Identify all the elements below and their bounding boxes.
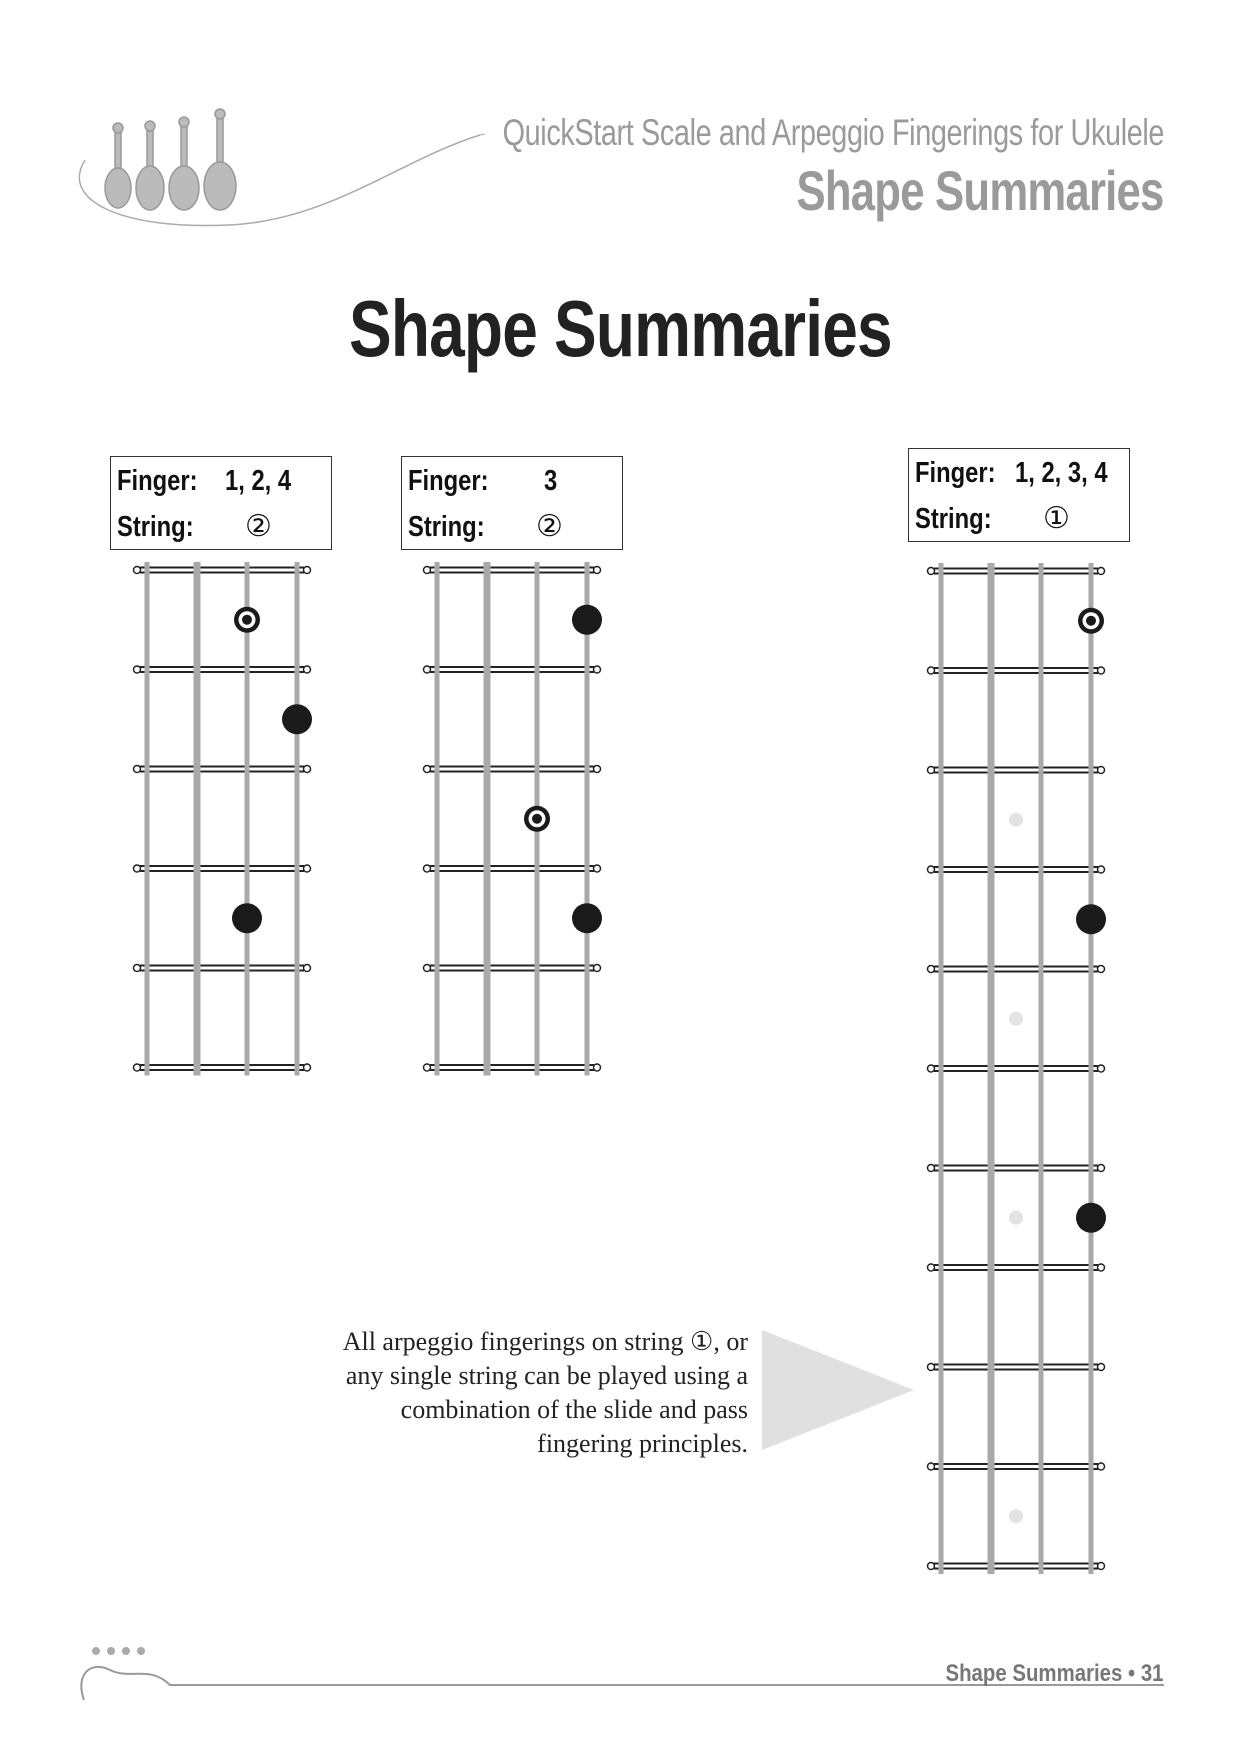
- note-line: All arpeggio fingerings on string ①, or: [342, 1327, 748, 1356]
- finger-label: Finger:: [117, 465, 198, 497]
- root-note-center: [1086, 616, 1096, 626]
- fret-end: [1098, 966, 1105, 973]
- string-value: ①: [1043, 501, 1070, 536]
- fret-end: [1098, 767, 1105, 774]
- fret-end: [304, 965, 311, 972]
- fret-end: [134, 965, 141, 972]
- header-section-title: Shape Summaries: [796, 159, 1164, 222]
- finger-label: Finger:: [408, 465, 489, 497]
- fret-end: [1098, 667, 1105, 674]
- page-title: Shape Summaries: [348, 284, 892, 373]
- fret-end: [928, 1264, 935, 1271]
- fret-end: [1098, 1065, 1105, 1072]
- root-note-dot: [234, 607, 260, 633]
- fret-end: [928, 1563, 935, 1570]
- note-dot: [572, 605, 602, 635]
- fret-end: [304, 865, 311, 872]
- fret-end: [424, 567, 431, 574]
- fret-end: [134, 865, 141, 872]
- fret-end: [1098, 866, 1105, 873]
- fret-inlay-marker: [1009, 813, 1023, 827]
- root-note-dot: [524, 806, 550, 832]
- fret-end: [928, 1065, 935, 1072]
- root-note-center: [242, 615, 252, 625]
- note-dot: [282, 704, 312, 734]
- fret-end: [134, 1064, 141, 1071]
- fret-end: [1098, 1364, 1105, 1371]
- fret-end: [1098, 568, 1105, 575]
- root-note-ring: [1083, 612, 1100, 629]
- string-value: ②: [245, 509, 272, 544]
- string-label: String:: [915, 503, 992, 535]
- fret-inlay-marker: [1009, 1211, 1023, 1225]
- fret-end: [928, 1364, 935, 1371]
- string-label: String:: [408, 511, 485, 543]
- fret-end: [1098, 1563, 1105, 1570]
- fret-end: [424, 965, 431, 972]
- fret-inlay-marker: [1009, 1012, 1023, 1026]
- fret-end: [304, 567, 311, 574]
- finger-value: 1, 2, 4: [225, 465, 292, 497]
- note-dot: [232, 903, 262, 933]
- header-series-title: QuickStart Scale and Arpeggio Fingerings for Ukulele: [502, 112, 1164, 153]
- finger-value: 1, 2, 3, 4: [1015, 457, 1108, 489]
- root-note-dot: [1078, 608, 1104, 634]
- fret-end: [424, 865, 431, 872]
- note-line: fingering principles.: [537, 1429, 748, 1458]
- fret-end: [928, 866, 935, 873]
- fret-end: [594, 965, 601, 972]
- fret-end: [424, 766, 431, 773]
- four-ukuleles-icon: [79, 109, 480, 226]
- note-dot: [1076, 904, 1106, 934]
- fret-end: [424, 1064, 431, 1071]
- fret-end: [424, 666, 431, 673]
- fret-end: [134, 666, 141, 673]
- diagram-1-info-box: [110, 456, 332, 550]
- string-label: String:: [117, 511, 194, 543]
- fret-end: [134, 567, 141, 574]
- finger-label: Finger:: [915, 457, 996, 489]
- note-line: any single string can be played using a: [345, 1361, 748, 1390]
- fret-end: [594, 865, 601, 872]
- root-note-ring: [239, 611, 256, 628]
- fret-end: [928, 1463, 935, 1470]
- fret-end: [1098, 1463, 1105, 1470]
- string-value: ②: [536, 509, 563, 544]
- fret-end: [594, 666, 601, 673]
- fret-end: [594, 766, 601, 773]
- diagram-3-info-box: [908, 448, 1130, 542]
- fret-end: [304, 666, 311, 673]
- note-line: combination of the slide and pass: [400, 1395, 748, 1424]
- root-note-center: [532, 814, 542, 824]
- fret-end: [1098, 1264, 1105, 1271]
- fret-end: [928, 966, 935, 973]
- fret-end: [304, 1064, 311, 1071]
- note-paragraph: [268, 1325, 748, 1461]
- fret-end: [928, 667, 935, 674]
- note-dot: [572, 903, 602, 933]
- footer-page-label: Shape Summaries • 31: [945, 1660, 1164, 1687]
- root-note-ring: [529, 810, 546, 827]
- fret-end: [1098, 1165, 1105, 1172]
- fret-end: [594, 1064, 601, 1071]
- fret-end: [594, 567, 601, 574]
- arrow-pointer-icon: [762, 1330, 914, 1450]
- fret-end: [928, 767, 935, 774]
- fret-end: [928, 1165, 935, 1172]
- diagram-2-info-box: [401, 456, 623, 550]
- fret-end: [304, 766, 311, 773]
- fret-end: [928, 568, 935, 575]
- fret-inlay-marker: [1009, 1509, 1023, 1523]
- fret-end: [134, 766, 141, 773]
- note-dot: [1076, 1203, 1106, 1233]
- finger-value: 3: [544, 465, 558, 497]
